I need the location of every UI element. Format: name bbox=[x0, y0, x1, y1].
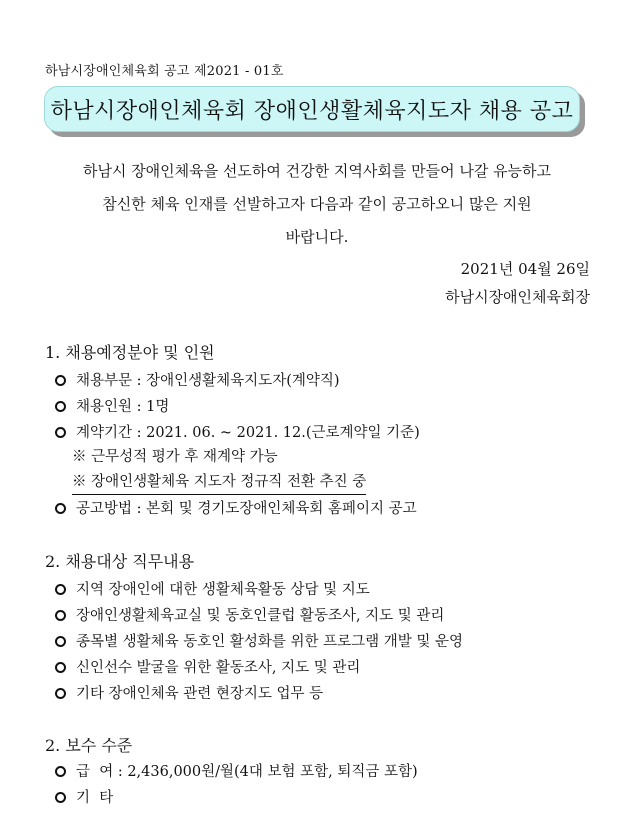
circle-bullet-icon bbox=[55, 503, 66, 514]
list-item: 종목별 생활체육 동호인 활성화를 위한 프로그램 개발 및 운영 bbox=[55, 630, 463, 651]
circle-bullet-icon bbox=[55, 375, 66, 386]
circle-bullet-icon bbox=[55, 792, 66, 803]
intro-line-2: 참신한 체육 인재를 선발하고자 다음과 같이 공고하오니 많은 지원 bbox=[102, 195, 532, 213]
circle-bullet-icon bbox=[55, 636, 66, 647]
list-item: 채용부문 : 장애인생활체육지도자(계약직) bbox=[55, 369, 340, 390]
issuer-name: 하남시장애인체육회장 bbox=[445, 288, 590, 306]
list-item: 급 여 : 2,436,000원/월(4대 보험 포함, 퇴직금 포함) bbox=[55, 760, 418, 781]
list-item: 기타 장애인체육 관련 현장지도 업무 등 bbox=[55, 682, 323, 703]
intro-line-1: 하남시 장애인체육을 선도하여 건강한 지역사회를 만들어 나갈 유능하고 bbox=[82, 162, 552, 180]
list-item: 장애인생활체육교실 및 동호인클럽 활동조사, 지도 및 관리 bbox=[55, 604, 444, 625]
circle-bullet-icon bbox=[55, 688, 66, 699]
circle-bullet-icon bbox=[55, 584, 66, 595]
list-item: 공고방법 : 본회 및 경기도장애인체육회 홈페이지 공고 bbox=[55, 497, 417, 518]
circle-bullet-icon bbox=[55, 427, 66, 438]
section-1-heading: 1. 채용예정분야 및 인원 bbox=[45, 343, 215, 362]
section-2-heading: 2. 채용대상 직무내용 bbox=[45, 552, 195, 571]
notice-number: 하남시장애인체육회 공고 제2021 - 01호 bbox=[45, 64, 284, 79]
list-item: 신인선수 발굴을 위한 활동조사, 지도 및 관리 bbox=[55, 656, 360, 677]
circle-bullet-icon bbox=[55, 610, 66, 621]
list-item: 채용인원 : 1명 bbox=[55, 395, 169, 416]
title-box bbox=[44, 86, 580, 132]
circle-bullet-icon bbox=[55, 766, 66, 777]
note-reappointment: ※ 근무성적 평가 후 재계약 가능 bbox=[72, 449, 278, 465]
intro-line-3: 바랍니다. bbox=[285, 228, 349, 246]
circle-bullet-icon bbox=[55, 401, 66, 412]
notice-date: 2021년 04월 26일 bbox=[460, 260, 590, 278]
note-permanent-conversion: ※ 장애인생활체육 지도자 정규직 전환 추진 중 bbox=[72, 470, 366, 495]
circle-bullet-icon bbox=[55, 662, 66, 673]
section-3-heading: 2. 보수 수준 bbox=[45, 736, 133, 755]
list-item: 지역 장애인에 대한 생활체육활동 상담 및 지도 bbox=[55, 578, 370, 599]
page-title: 하남시장애인체육회 장애인생활체육지도자 채용 공고 bbox=[50, 98, 574, 124]
list-item: 계약기간 : 2021. 06. ~ 2021. 12.(근로계약일 기준) bbox=[55, 421, 420, 442]
list-item: 기 타 bbox=[55, 786, 113, 807]
